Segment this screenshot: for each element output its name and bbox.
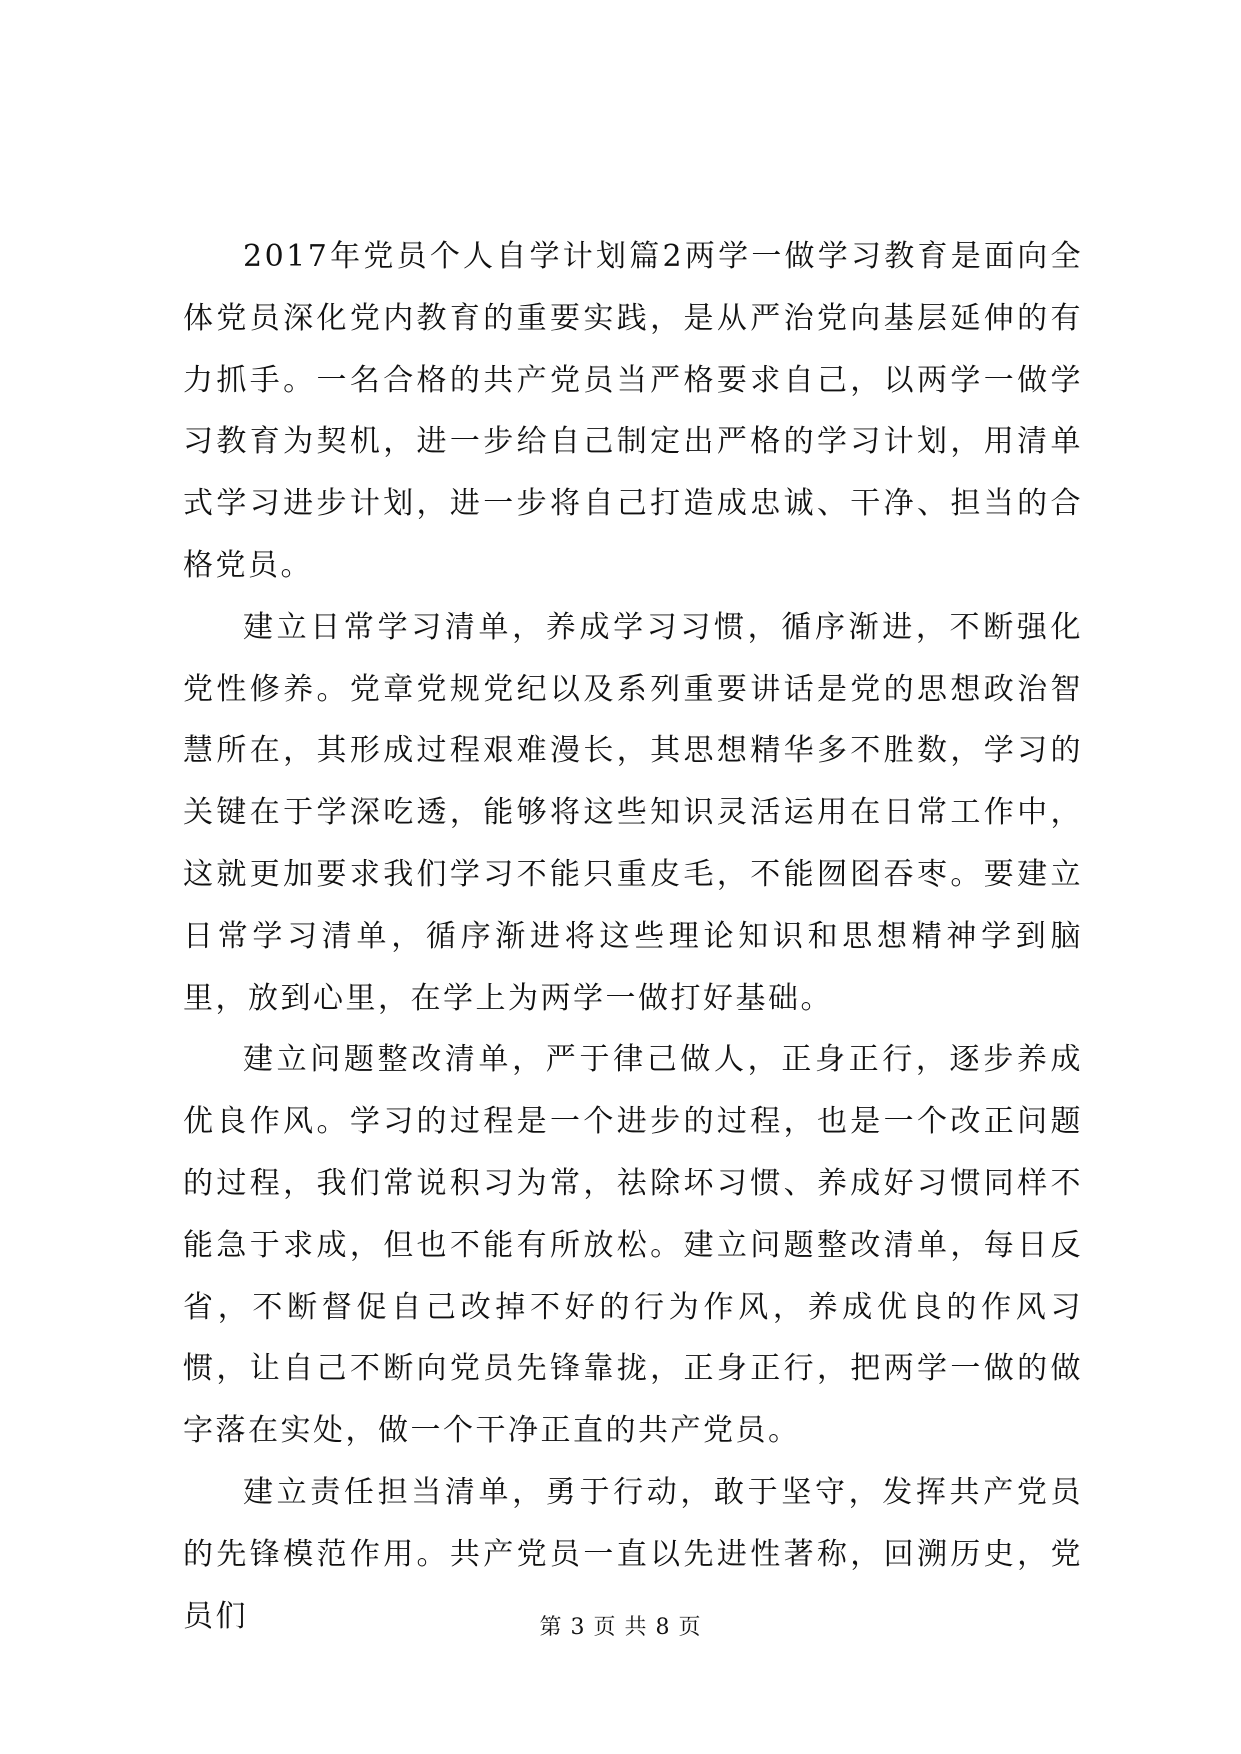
paragraph-intro: 2017年党员个人自学计划篇2两学一做学习教育是面向全体党员深化党内教育的重要实践，是从严治党向基层延伸的有力抓手。一名合格的共产党员当严格要求自己，以两学一做学习教育为契机，进一步给自己制定出严格的学习计划，用清单式学习进步计划，进一步将自己打造成忠诚、干净、担当的合格党员。 xyxy=(183,239,1083,583)
page-number-footer: 第 3 页 共 8 页 xyxy=(539,1615,702,1640)
paragraph-responsibility: 建立责任担当清单，勇于行动，敢于坚守，发挥共产党员的先锋模范作用。共产党员一直以先进性著称，回溯历史，党员们 xyxy=(183,1474,1083,1634)
paragraph-problem-rectification: 建立问题整改清单，严于律己做人，正身正行，逐步养成优良作风。学习的过程是一个进步的过程，也是一个改正问题的过程，我们常说积习为常，祛除坏习惯、养成好习惯同样不能急于求成，但也不能有所放松。建立问题整改清单，每日反省，不断督促自己改掉不好的行为作风，养成优良的作风习惯，让自己不断向党员先锋靠拢，正身正行，把两学一做的做字落在实处，做一个干净正直的共产党员。 xyxy=(183,1042,1083,1449)
document-body xyxy=(183,226,1083,1647)
paragraph-daily-study: 建立日常学习清单，养成学习习惯，循序渐进，不断强化党性修养。党章党规党纪以及系列重要讲话是党的思想政治智慧所在，其形成过程艰难漫长，其思想精华多不胜数，学习的关键在于学深吃透，能够将这些知识灵活运用在日常工作中，这就更加要求我们学习不能只重皮毛，不能囫囵吞枣。要建立日常学习清单，循序渐进将这些理论知识和思想精神学到脑里，放到心里，在学上为两学一做打好基础。 xyxy=(183,609,1083,1016)
